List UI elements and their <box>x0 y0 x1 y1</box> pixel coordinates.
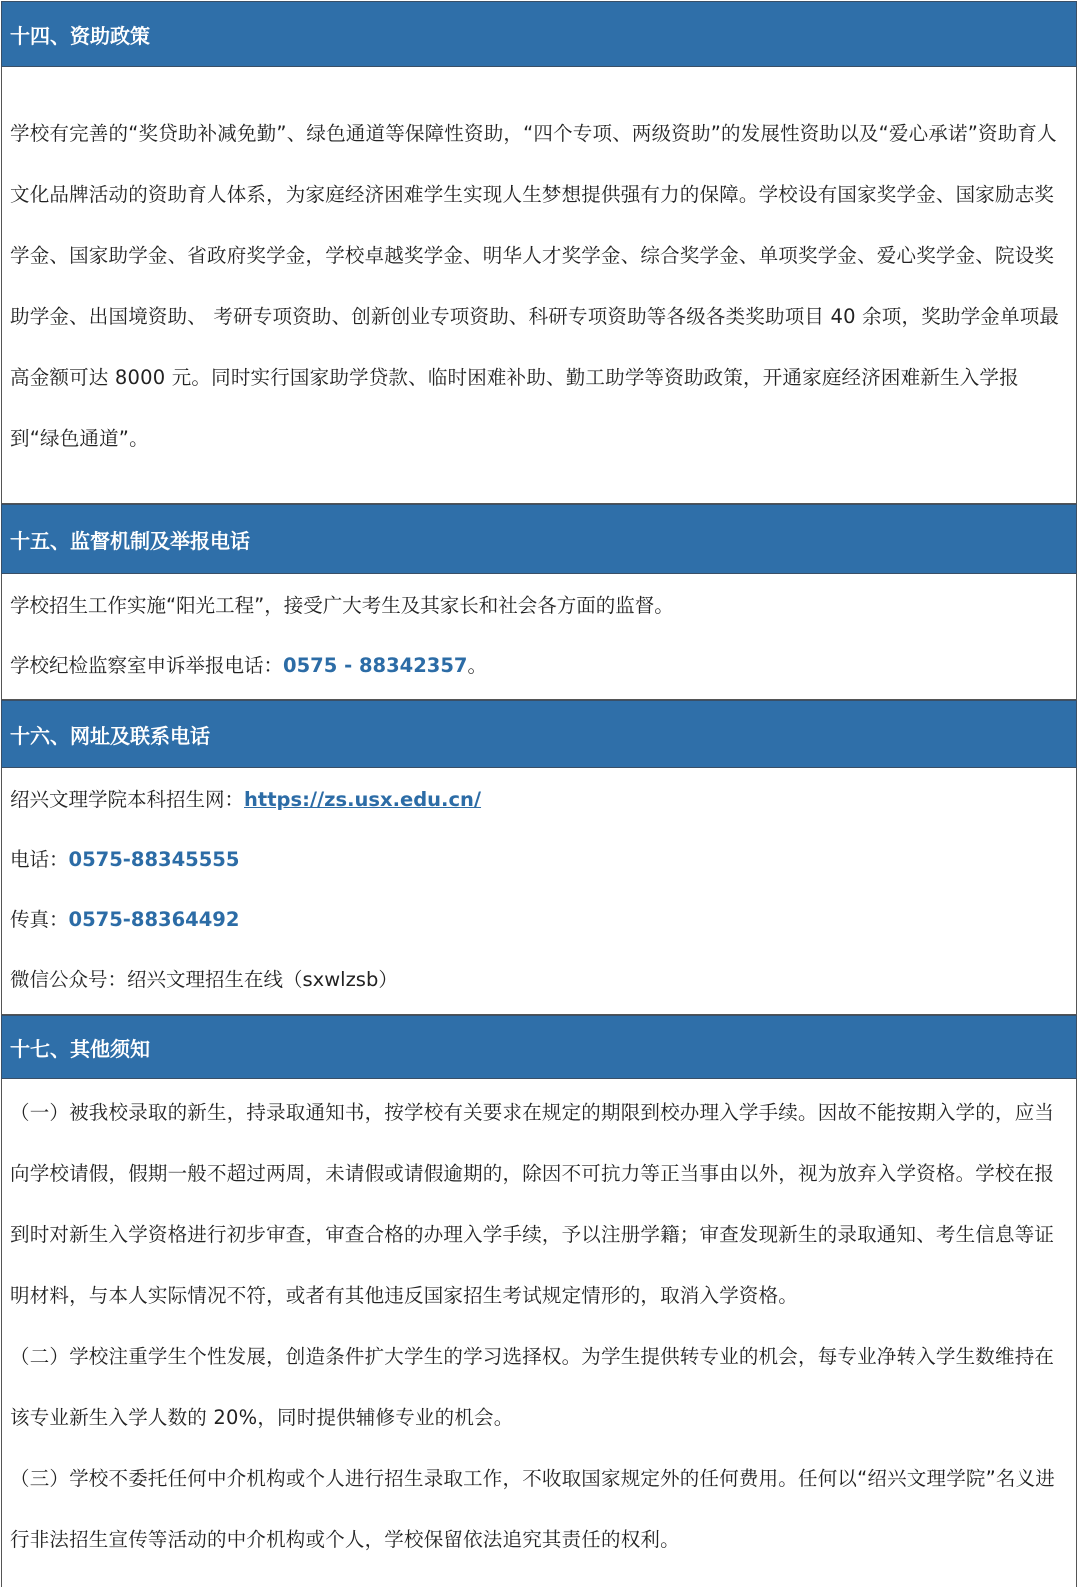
phone-label: 电话： <box>10 848 69 871</box>
notice-paragraph-1: （一）被我校录取的新生，持录取通知书，按学校有关要求在规定的期限到校办理入学手续。因故不能按期入学的，应当向学校请假，假期一般不超过两周，未请假或请假逾期的，除因不可抗力等正当事由以外，视为放弃入学资格。学校在报到时对新生入学资格进行初步审查，审查合格的办理入学手续，予以注册学籍；审查发现新生的录取通知、考生信息等证明材料，与本人实际情况不符，或者有其他违反国家招生考试规定情形的，取消入学资格。 <box>10 1101 1055 1307</box>
section-14-body <box>1 67 1077 504</box>
report-phone-number[interactable]: 0575 - 88342357 <box>283 654 468 677</box>
section-15-body <box>1 574 1077 700</box>
section-16-body <box>1 768 1077 1015</box>
section-14-header <box>1 1 1077 67</box>
phone-line <box>10 845 239 875</box>
section-16-title: 十六、网址及联系电话 <box>10 723 210 748</box>
notice-paragraph-3: （三）学校不委托任何中介机构或个人进行招生录取工作，不收取国家规定外的任何费用。任何以“绍兴文理学院”名义进行非法招生宣传等活动的中介机构或个人，学校保留依法追究其责任的权利。 <box>10 1467 1056 1551</box>
fax-line <box>10 905 239 935</box>
section-17-title: 十七、其他须知 <box>10 1036 150 1061</box>
section-15-header <box>1 504 1077 574</box>
section-14-title: 十四、资助政策 <box>10 23 150 48</box>
report-phone-label: 学校纪检监察室申诉举报电话： <box>10 654 284 677</box>
fax-number[interactable]: 0575-88364492 <box>68 908 240 931</box>
notice-paragraph-2: （二）学校注重学生个性发展，创造条件扩大学生的学习选择权。为学生提供转专业的机会，每专业净转入学生数维持在该专业新生入学人数的 20%，同时提供辅修专业的机会。 <box>10 1345 1055 1429</box>
wechat-line: 微信公众号：绍兴文理招生在线（sxwlzsb） <box>10 968 398 991</box>
supervision-text: 学校招生工作实施“阳光工程”，接受广大考生及其家长和社会各方面的监督。 <box>10 594 674 617</box>
section-17-header <box>1 1015 1077 1079</box>
report-phone-line <box>10 651 487 681</box>
website-label: 绍兴文理学院本科招生网： <box>10 788 245 811</box>
website-line <box>10 785 481 815</box>
report-phone-end: 。 <box>467 654 488 677</box>
section-17-body <box>1 1079 1077 1587</box>
section-14-paragraph: 学校有完善的“奖贷助补减免勤”、绿色通道等保障性资助，“四个专项、两级资助”的发展性资助以及“爱心承诺”资助育人文化品牌活动的资助育人体系，为家庭经济困难学生实现人生梦想提供强有力的保障。学校设有国家奖学金、国家励志奖学金、国家助学金、省政府奖学金，学校卓越奖学金、明华人才奖学金、综合奖学金、单项奖学金、爱心奖学金、院设奖助学金、出国境资助、 考研专项资助、创新创业专项资助、科研专项资助等各级各类奖助项目 40 余项，奖助学金单项最高金额可达 8000 元。同时实行国家助学贷款、临时困难补助、勤工助学等资助政策，开通家庭经济困难新生入学报到“绿色通道”。 <box>10 122 1060 450</box>
fax-label: 传真： <box>10 908 69 931</box>
section-16-header <box>1 700 1077 768</box>
website-link[interactable]: https://zs.usx.edu.cn/ <box>244 788 482 811</box>
phone-number[interactable]: 0575-88345555 <box>68 848 240 871</box>
section-15-title: 十五、监督机制及举报电话 <box>10 528 250 553</box>
